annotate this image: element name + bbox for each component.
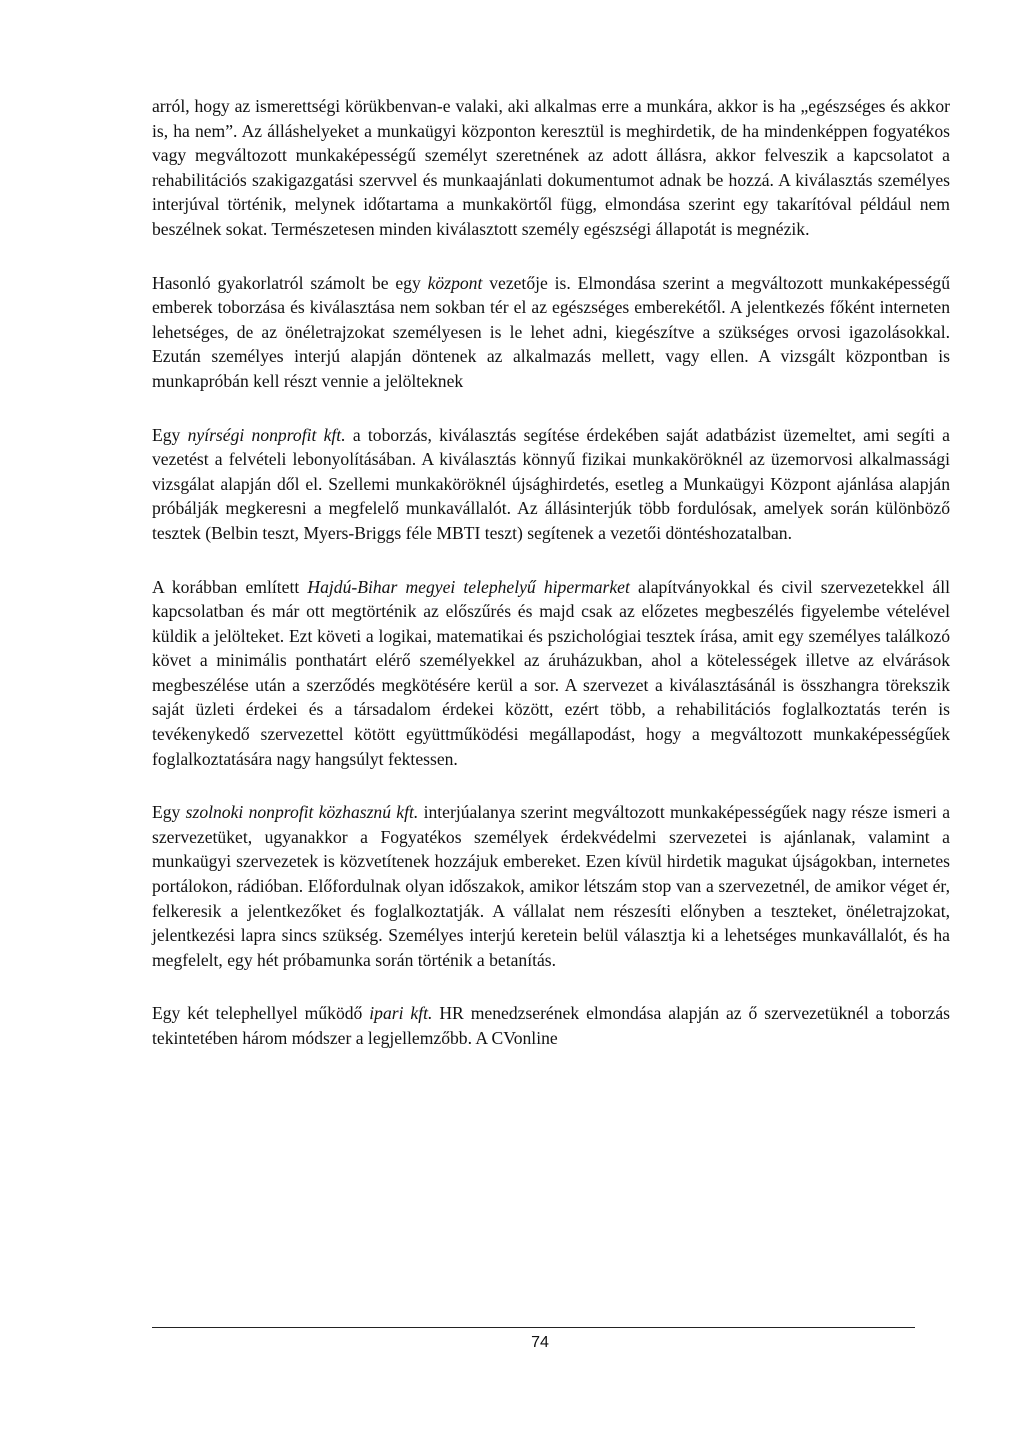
paragraph-3	[152, 423, 950, 546]
text-segment: HR menedzserének elmondása alapján az ő szervezetüknél a toborzás tekintetében három módszer a legjellemzőbb. A CVonline	[152, 1003, 951, 1048]
italic-text-segment: nyírségi nonprofit kft.	[187, 424, 346, 445]
text-segment: Hasonló gyakorlatról számolt be egy	[152, 272, 428, 293]
paragraph-5	[152, 800, 950, 972]
text-segment: Egy	[152, 802, 186, 823]
text-segment: A korábban említett	[152, 576, 308, 597]
text-segment: Egy	[152, 424, 188, 445]
italic-text-segment: ipari kft.	[369, 1003, 433, 1024]
paragraph-6	[152, 1001, 950, 1050]
text-segment: alapítványokkal és civil szervezetekkel áll kapcsolatban és már ott megtörténik az előszűrés és majd csak az előzetes megbeszélés figyelembe vételével küldik a jelölteket. Ezt követi a logikai, matematikai és pszichológiai tesztek írása, amit egy személyes találkozó követ a minimális ponthatárt elérő személyekkel az áruházukban, ahol a kötelességek illetve az elvárások megbeszélése után a szerződés megkötésére kerül a sor. A szervezet a kiválasztásánál is összhangra törekszik saját üzleti érdekei és a társadalom érdekei között, ezért több, a rehabilitációs foglalkoztatás terén is tevékenykedő szervezettel kötött együttműködési megállapodást, hogy a megváltozott munkaképességűek foglalkoztatására nagy hangsúlyt fektessen.	[152, 576, 951, 769]
text-segment: interjúalanya szerint megváltozott munkaképességűek nagy része ismeri a szervezetüket, ugyanakkor a Fogyatékos személyek érdekvédelmi szervezetei is ajánlanak, valamint a munkaügyi szervezetek is közvetítenek hozzájuk embereket. Ezen kívül hirdetik magukat újságokban, internetes portálokon, rádióban. Előfordulnak olyan időszakok, amikor létszám stop van a szervezetnél, de amikor véget ér, felkeresik a jelentkezőket és foglalkoztatják. A vállalat nem részesíti előnyben a teszteket, önéletrajzokat, jelentkezési lapra sincs szükség. Személyes interjú keretein belül választja ki a lehetséges munkavállalót, és ha megfelelt, egy hét próbamunka során történik a betanítás.	[152, 802, 951, 970]
italic-text-segment: Hajdú-Bihar megyei telephelyű hipermarket	[307, 576, 630, 597]
italic-text-segment: szolnoki nonprofit közhasznú kft.	[185, 802, 419, 823]
paragraph-1	[152, 94, 950, 242]
text-segment: vezetője is. Elmondása szerint a megváltozott munkaképességű emberek toborzása és kiválasztása nem sokban tér el az egészséges emberekétől. A jelentkezés főként interneten lehetséges, de az önéletrajzokat személyesen is le lehet adni, kiegészítve a szükséges orvosi igazolásokkal. Ezután személyes interjú alapján döntenek az alkalmazás mellett, vagy ellen. A vizsgált központban is munkapróbán kell részt vennie a jelölteknek	[152, 272, 950, 391]
document-page	[152, 94, 950, 1080]
italic-text-segment: központ	[427, 272, 483, 293]
text-segment: Egy két telephellyel működő	[152, 1003, 370, 1024]
text-segment: arról, hogy az ismerettségi körükbenvan-e valaki, aki alkalmas erre a munkára, akkor is ha „egészséges és akkor is, ha nem”. Az álláshelyeket a munkaügyi központon keresztül is meghirdetik, de ha mindenképpen fogyatékos vagy megváltozott munkaképességű személyt szeretnének az adott állásra, akkor felveszik a kapcsolatot a rehabilitációs szakigazgatási szervvel és munkaajánlati dokumentumot adnak be hozzá. A kiválasztás személyes interjúval történik, melynek időtartama a munkakörtől függ, elmondása szerint egy takarítóval például nem beszélnek sokat. Természetesen minden kiválasztott személy egészségi állapotát is megnézik.	[152, 96, 950, 239]
paragraph-2	[152, 271, 950, 394]
text-segment: a toborzás, kiválasztás segítése érdekében saját adatbázist üzemeltet, ami segíti a vezetést a felvételi lebonyolításában. A kiválasztás könnyű fizikai munkaköröknél az üzemorvosi alkalmassági vizsgálat alapján dől el. Szellemi munkaköröknél újsághirdetés, esetleg a Munkaügyi Központ ajánlása alapján próbálják megkeresni a megfelelő munkavállalót. Az állásinterjúk több fordulósak, amelyek során különböző tesztek (Belbin teszt, Myers-Briggs féle MBTI teszt) segítenek a vezetői döntéshozatalban.	[152, 424, 950, 543]
footer-divider	[152, 1327, 915, 1328]
paragraph-4	[152, 575, 950, 772]
page-number: 74	[531, 1334, 549, 1351]
